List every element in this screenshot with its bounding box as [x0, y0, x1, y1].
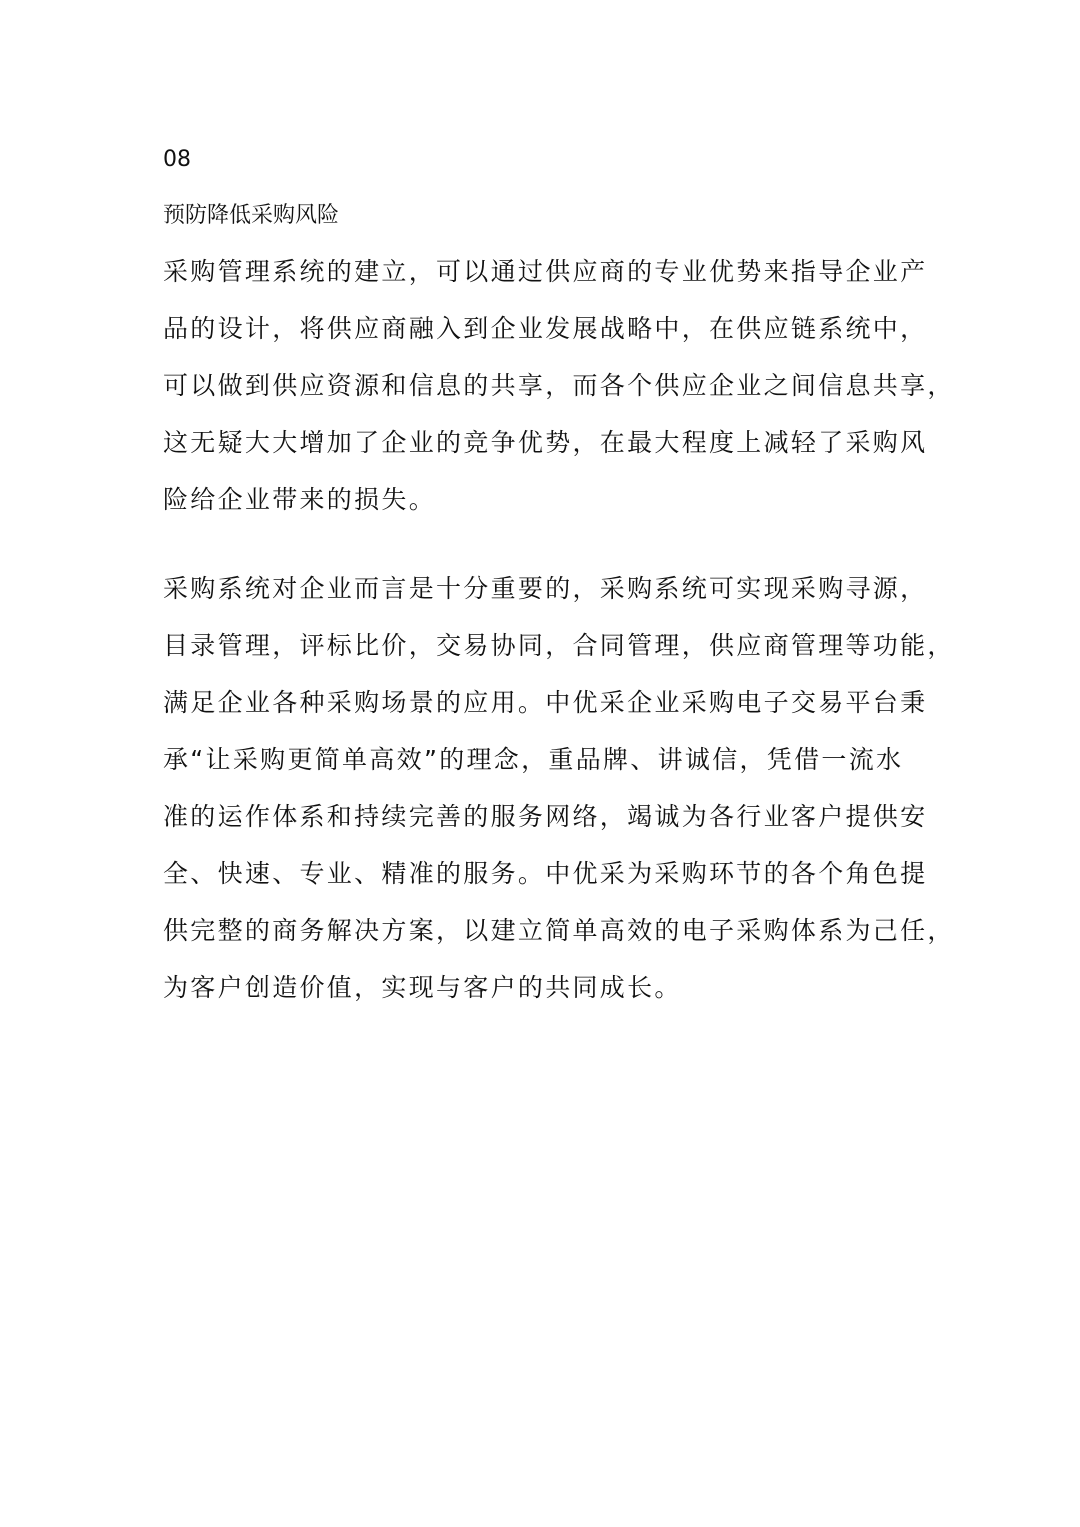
paragraph-2-line: 供完整的商务解决方案，以建立简单高效的电子采购体系为己任，	[163, 916, 955, 945]
paragraph-2-line: 承“让采购更简单高效”的理念，重品牌、讲诚信，凭借一流水	[163, 745, 904, 774]
paragraph-1-line: 采购管理系统的建立，可以通过供应商的专业优势来指导企业产	[163, 257, 928, 286]
paragraph-2-line: 采购系统对企业而言是十分重要的，采购系统可实现采购寻源，	[163, 574, 928, 603]
paragraph-1-line: 这无疑大大增加了企业的竞争优势，在最大程度上减轻了采购风	[163, 428, 928, 457]
section-number: 08	[163, 147, 191, 172]
paragraph-2-line: 满足企业各种采购场景的应用。中优采企业采购电子交易平台秉	[163, 688, 928, 717]
paragraph-2-line: 准的运作体系和持续完善的服务网络，竭诚为各行业客户提供安	[163, 802, 928, 831]
paragraph-1-line: 可以做到供应资源和信息的共享，而各个供应企业之间信息共享，	[163, 371, 955, 400]
paragraph-2-line: 全、快速、专业、精准的服务。中优采为采购环节的各个角色提	[163, 859, 928, 888]
paragraph-1-line: 品的设计，将供应商融入到企业发展战略中，在供应链系统中，	[163, 314, 928, 343]
paragraph-2-line: 目录管理，评标比价，交易协同，合同管理，供应商管理等功能，	[163, 631, 955, 660]
section-title: 预防降低采购风险	[163, 203, 340, 228]
paragraph-1-line: 险给企业带来的损失。	[163, 485, 437, 514]
paragraph-2-line: 为客户创造价值，实现与客户的共同成长。	[163, 973, 682, 1002]
